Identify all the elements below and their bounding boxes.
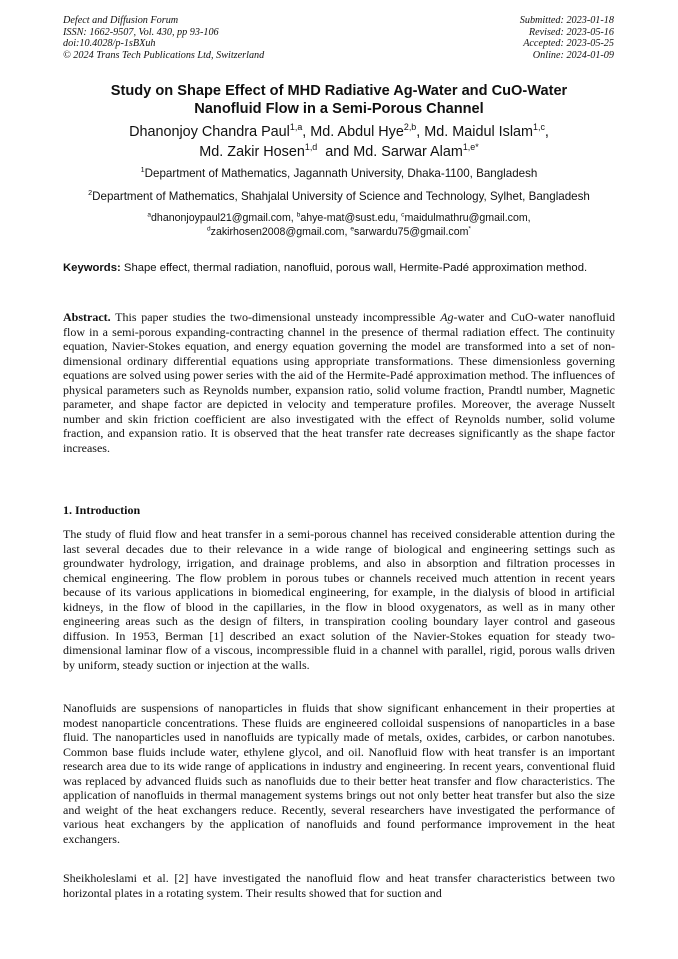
author-name: Dhanonjoy Chandra Paul — [129, 124, 290, 140]
doi[interactable]: doi:10.4028/p-1sBXuh — [63, 38, 156, 50]
title-line-1: Study on Shape Effect of MHD Radiative Ag-Water and CuO-Water — [110, 83, 568, 99]
email-mark: c — [401, 211, 405, 219]
author-name: Md. Abdul Hye — [310, 124, 404, 140]
intro-paragraph-2: Nanofluids are suspensions of nanoparticles in fluids that show significant enhancement in their properties at modest nanoparticle concentrations. These fluids are engineered colloidal suspensions of nanoparticles in a base fluid. The nanoparticles used in nanofluids are typically made of metals, oxides, carbides, or carbon nanotubes. Common base fluids include water, ethylene glycol, and oil. Nanofluid flow with heat transfer is an important research area due to its wide range of applications in industry and engineering. In recent years, conventional fluid was replaced by advanced fluids such as nanofluids due to their better heat transfer and flow characteristics. The application of nanofluids in thermal management systems brings out not only better heat transfer but also the size and weight of the heat exchangers reduce. Recently, several researchers have investigated the performance of various heat exchangers by the application of nanofluids and found performance improvement in the heat exchangers. — [63, 701, 615, 846]
affiliation-text: Department of Mathematics, Shahjalal University of Science and Technology, Sylhet, Bangladesh — [92, 190, 590, 203]
corresponding-mark: * — [468, 225, 471, 233]
email-address[interactable]: maidulmathru@gmail.com, — [404, 212, 531, 224]
journal-info — [63, 15, 264, 61]
email-address[interactable]: sarwardu75@gmail.com — [354, 226, 469, 238]
email-address[interactable]: zakirhosen2008@gmail.com, — [210, 226, 351, 238]
submitted-date: Submitted: 2023-01-18 — [519, 15, 614, 26]
issn-volume: ISSN: 1662-9507, Vol. 430, pp 93-106 — [63, 26, 219, 38]
author-line-1 — [63, 122, 615, 142]
intro-paragraph-3: Sheikholeslami et al. [2] have investigated the nanofluid flow and heat transfer characteristics between two horizontal plates in a rotating system. Their results showed that for suction and — [63, 871, 615, 900]
author-affil-mark: 1,a — [289, 122, 303, 133]
email-list — [63, 211, 615, 239]
abstract-label: Abstract. — [63, 310, 111, 324]
intro-paragraph-1: The study of fluid flow and heat transfer in a semi-porous channel has received considerable attention during the last several decades due to their relevance in a wide range of biological and engineering settings such as groundwater hydrology, irrigation, and drainage problems, and also in absorption and filtration processes in chemical engineering. The flow problem in porous tubes or channels received much attention in recent years because of its various applications in biomedical engineering, for example, in the dialysis of blood in artificial kidneys, in the flow of blood in the capillaries, in the flow in blood oxygenators, as well as in many other engineering areas such as the design of filters, in transpiration cooling boundary layer control and gaseous diffusion. In 1953, Berman [1] described an exact solution of the Navier-Stokes equation for steady two-dimensional laminar flow of a viscous, incompressible fluid in a channel with parallel, rigid, porous walls driven by uniform, steady suction or injection at the walls. — [63, 527, 615, 672]
email-mark: a — [147, 211, 152, 219]
submission-dates — [520, 15, 614, 61]
journal-name: Defect and Diffusion Forum — [63, 15, 179, 26]
author-list — [63, 122, 615, 162]
keywords — [63, 261, 615, 275]
email-line-1 — [63, 211, 615, 225]
affiliation-text: Department of Mathematics, Jagannath University, Dhaka-1100, Bangladesh — [144, 167, 538, 180]
email-mark: b — [296, 211, 301, 219]
paper-title — [63, 82, 615, 118]
title-line-2: Nanofluid Flow in a Semi-Porous Channel — [194, 101, 484, 117]
online-date: Online: 2024-01-09 — [532, 49, 614, 61]
author-name: Md. Sarwar Alam — [353, 144, 463, 160]
copyright: © 2024 Trans Tech Publications Ltd, Switzerland — [63, 49, 265, 61]
abstract-text: Ag — [440, 310, 454, 324]
affiliation-mark: 1 — [140, 165, 145, 175]
accepted-date: Accepted: 2023-05-25 — [523, 38, 614, 50]
author-separator: , — [544, 124, 549, 140]
abstract-text: This paper studies the two-dimensional unsteady incompressible — [110, 310, 441, 324]
author-separator: , — [416, 124, 425, 140]
author-name: Md. Zakir Hosen — [199, 144, 305, 160]
author-affil-mark: 1,c — [533, 122, 545, 133]
author-affil-mark: 2,b — [403, 122, 417, 133]
affiliation-mark: 2 — [88, 188, 93, 198]
affiliation-1 — [40, 167, 638, 181]
revised-date: Revised: 2023-05-16 — [528, 26, 614, 38]
author-separator: , — [302, 124, 311, 140]
author-name: Md. Maidul Islam — [424, 124, 534, 140]
email-line-2 — [63, 225, 615, 239]
affiliation-2 — [40, 190, 638, 204]
author-affil-mark: 1,d — [304, 142, 318, 153]
email-address[interactable]: dhanonjoypaul21@gmail.com, — [151, 212, 297, 224]
author-affil-mark: 1,e* — [462, 142, 479, 153]
email-mark: d — [207, 225, 211, 233]
author-line-2 — [63, 142, 615, 162]
author-and: and — [325, 144, 350, 160]
section-heading: 1. Introduction — [63, 503, 141, 517]
keywords-text: Shape effect, thermal radiation, nanofluid, porous wall, Hermite-Padé approximation method. — [120, 262, 588, 274]
abstract — [63, 310, 615, 455]
keywords-label: Keywords: — [63, 262, 121, 274]
abstract-text: -water and CuO-water nanofluid flow in a semi-porous expanding-contracting channel in the presence of thermal radiation effect. The continuity equation, Navier-Stokes equation, and energy equation governing the model are transformed into a set of non-dimensional ordinary differential equations using appropriate transformations. These dimensionless governing equations are solved using power series with the aid of the Hermite-Padé approximation method. The influences of physical parameters such as Reynolds number, expansion ratio, solid volume fraction, Prandtl number, Magnetic parameter, and shape factor are depicted in velocity and temperature profiles. Moreover, the average Nusselt number and skin friction coefficient are also investigated with the effect of Reynolds number, solid volume fraction, and expansion ratio. It is observed that the heat transfer rate decreases significantly as the shape factor increases. — [63, 310, 615, 455]
email-address[interactable]: ahye-mat@sust.edu, — [300, 212, 402, 224]
email-mark: e — [350, 225, 355, 233]
